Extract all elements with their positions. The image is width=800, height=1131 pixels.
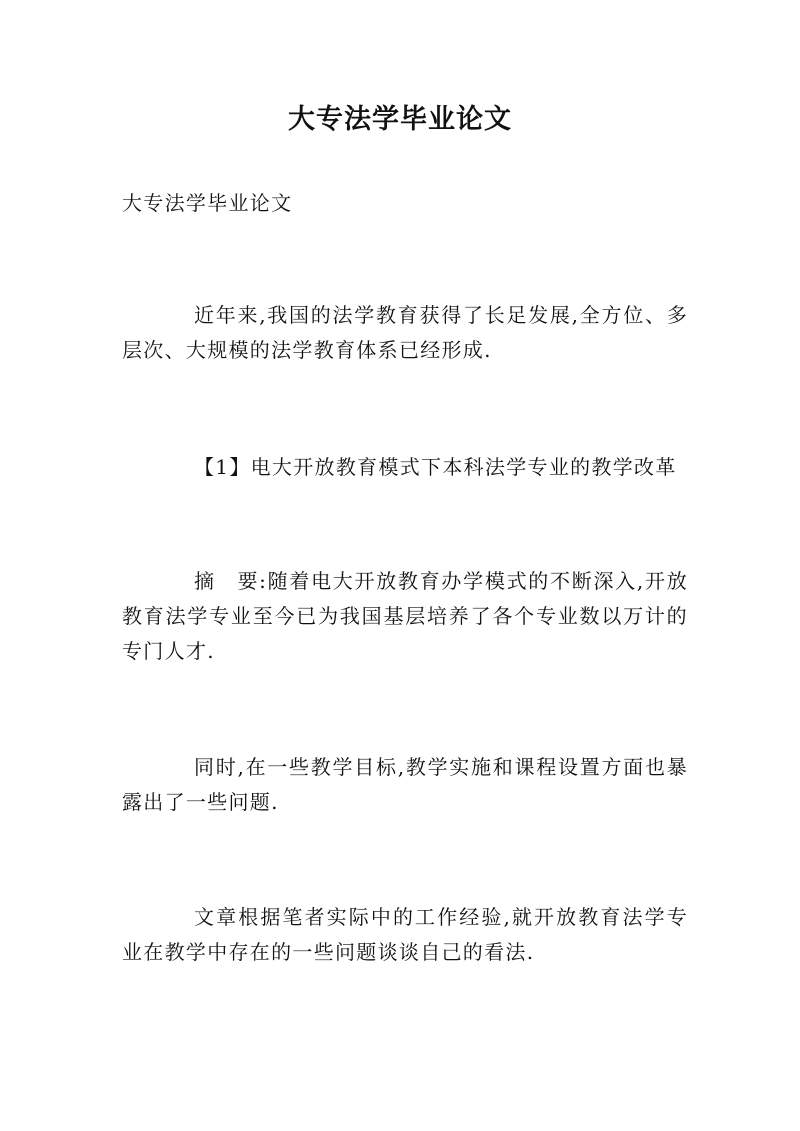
paragraph-intro: 近年来,我国的法学教育获得了长足发展,全方位、多层次、大规模的法学教育体系已经形成. (122, 303, 688, 362)
paragraph-abstract: 摘 要:随着电大开放教育办学模式的不断深入,开放教育法学专业至今已为我国基层培养了各个专业数以万计的专门人才. (122, 569, 688, 663)
paragraph-section-heading: 【1】电大开放教育模式下本科法学专业的教学改革 (194, 455, 677, 479)
document-subtitle: 大专法学毕业论文 (122, 191, 293, 215)
paragraph-purpose: 文章根据笔者实际中的工作经验,就开放教育法学专业在教学中存在的一些问题谈谈自己的看法. (122, 905, 688, 964)
paragraph-problems: 同时,在一些教学目标,教学实施和课程设置方面也暴露出了一些问题. (122, 755, 688, 814)
document-title: 大专法学毕业论文 (288, 104, 512, 135)
